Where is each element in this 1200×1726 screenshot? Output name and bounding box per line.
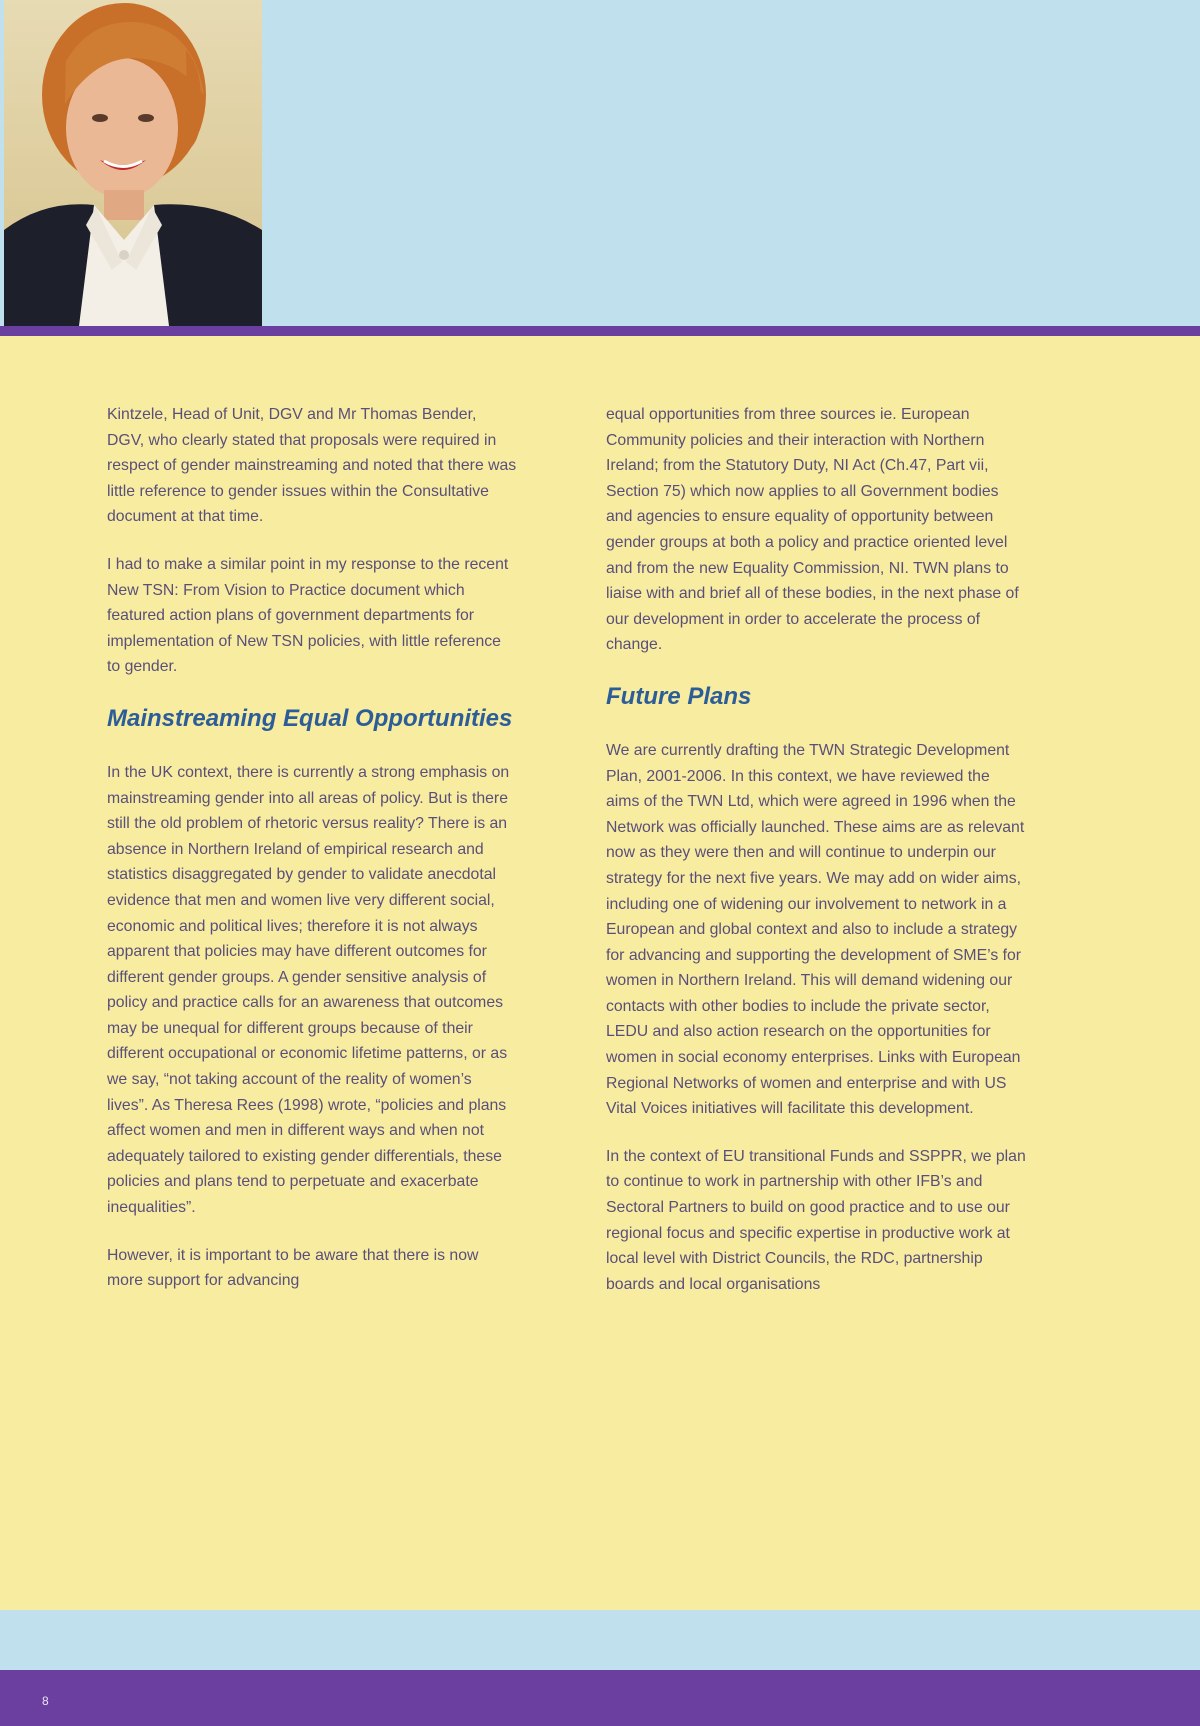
section-heading-future-plans: Future Plans — [606, 682, 752, 710]
paragraph: We are currently drafting the TWN Strategic Development Plan, 2001-2006. In this context, we have reviewed the aims of the TWN Ltd, which were agreed in 1996 when the Network was officially launched. These aims are as relevant now as they were then and will continue to underpin our strategy for the next five years. We may add on wider aims, including one of widening our involvement to network in a European and global context and also to include a strategy for advancing and supporting the development of SME’s for women in Northern Ireland. This will demand widening our contacts with other bodies to include the private sector, LEDU and also action research on the opportunities for women in social economy enterprises. Links with European Regional Networks of women and enterprise and with US Vital Voices initiatives will facilitate this development. — [606, 741, 1025, 1118]
page-body — [0, 336, 1200, 1610]
paragraph: In the UK context, there is currently a strong emphasis on mainstreaming gender into all areas of policy. But is there still the old problem of rhetoric versus reality? There is an absence in Northern Ireland of empirical research and statistics disaggregated by gender to validate anecdotal evidence that men and women live very different social, economic and political lives; therefore it is not always apparent that policies may have different outcomes for different gender groups. A gender sensitive analysis of policy and practice calls for an awareness that outcomes may be unequal for different groups because of their different occupational or economic lifetime patterns, or as we say, “not taking account of the reality of women’s lives”. As Theresa Rees (1998) wrote, “policies and plans affect women and men in different ways and when not adequately tailored to existing gender differentials, these policies and plans tend to perpetuate and exacerbate inequalities”. — [107, 763, 510, 1217]
section-heading-mainstreaming: Mainstreaming Equal Opportunities — [107, 704, 513, 732]
paragraph: Kintzele, Head of Unit, DGV and Mr Thomas Bender, DGV, who clearly stated that proposals were required in respect of gender mainstreaming and noted that there was little reference to gender issues within the Consultative document at that time. — [107, 406, 517, 526]
left-column — [107, 402, 517, 1316]
paragraph: However, it is important to be aware that there is now more support for advancing — [107, 1246, 479, 1290]
page-number: 8 — [42, 1694, 49, 1708]
bottom-band — [0, 1610, 1200, 1726]
right-column — [606, 402, 1026, 1319]
paragraph: In the context of EU transitional Funds and SSPPR, we plan to continue to work in partnership with other IFB’s and Sectoral Partners to build on good practice and to use our regional focus and specific expertise in productive work at local level with District Councils, the RDC, partnership boards and local organisations — [606, 1147, 1026, 1293]
top-divider — [0, 326, 1200, 336]
portrait-photo — [4, 0, 262, 326]
paragraph: equal opportunities from three sources ie. European Community policies and their interaction with Northern Ireland; from the Statutory Duty, NI Act (Ch.47, Part vii, Section 75) which now applies to all Government bodies and agencies to ensure equality of opportunity between gender groups at both a policy and practice oriented level and from the new Equality Commission, NI. TWN plans to liaise with and brief all of these bodies, in the next phase of our development in order to accelerate the process of change. — [606, 406, 1019, 654]
paragraph: I had to make a similar point in my response to the recent New TSN: From Vision to Practice document which featured action plans of government departments for implementation of New TSN policies, with little reference to gender. — [107, 555, 509, 676]
